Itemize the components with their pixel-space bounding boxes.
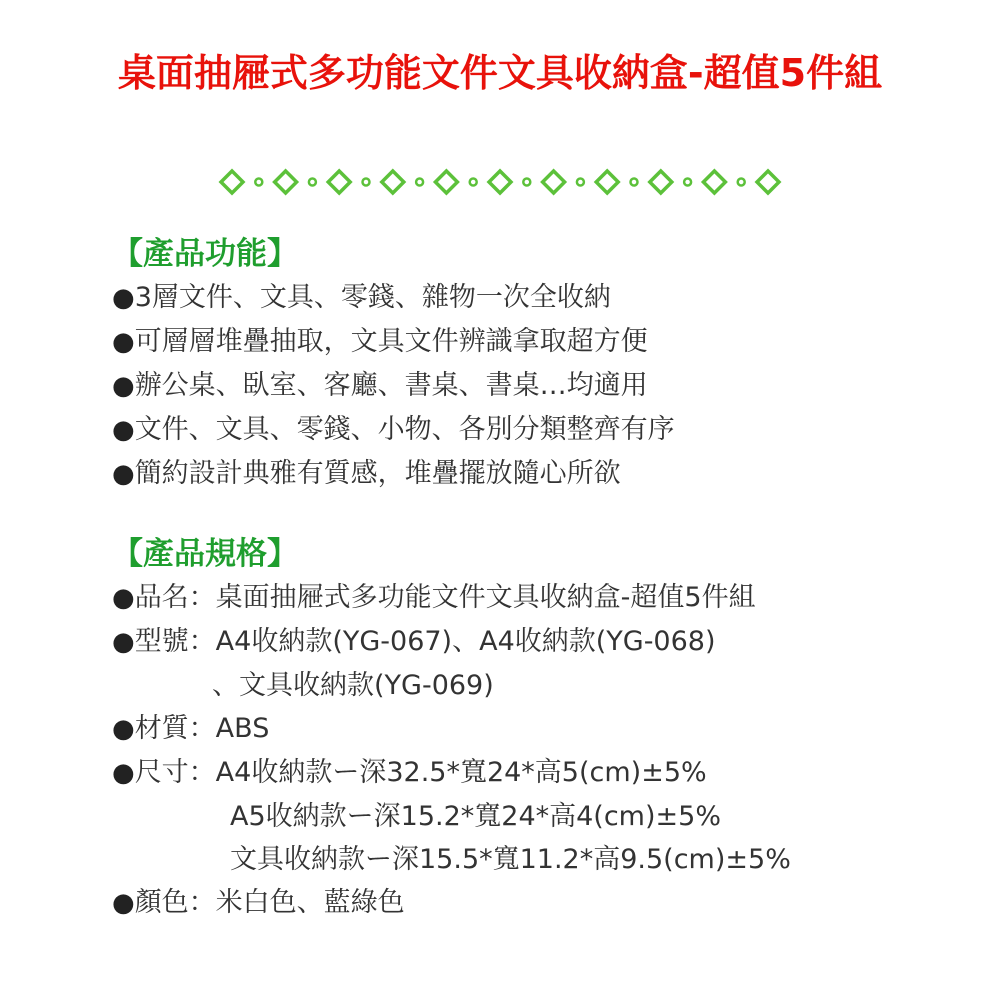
spec-model	[112, 620, 972, 664]
diamond-divider	[214, 165, 786, 199]
spec-size	[112, 751, 972, 795]
bullet-icon: ●	[112, 415, 135, 445]
specs-section	[112, 532, 972, 925]
diamond-icon	[596, 171, 618, 193]
bullet-icon: ●	[112, 327, 135, 357]
dot-icon	[523, 179, 530, 186]
bullet-icon: ●	[112, 583, 135, 613]
diamond-icon	[382, 171, 404, 193]
spec-model-text: 型號：A4收納款(YG-067)、A4收納款(YG-068)	[134, 626, 716, 657]
diamond-icon	[435, 171, 457, 193]
bullet-icon: ●	[112, 371, 135, 401]
dot-icon	[577, 179, 584, 186]
bullet-icon: ●	[112, 888, 135, 918]
spec-name	[112, 576, 972, 620]
diamond-icon	[221, 171, 243, 193]
feature-text: 簡約設計典雅有質感，堆疊擺放隨心所欲	[134, 458, 621, 489]
spec-size-text: 尺寸：A4收納款ー深32.5*寬24*高5(cm)±5%	[134, 757, 707, 788]
diamond-icon	[757, 171, 779, 193]
spec-model-continued: 、文具收納款(YG-069)	[212, 670, 494, 701]
dot-icon	[470, 179, 477, 186]
spec-material-text: 材質：ABS	[134, 713, 270, 744]
spec-name-text: 品名：桌面抽屜式多功能文件文具收納盒-超值5件組	[134, 582, 756, 613]
feature-item	[112, 364, 972, 408]
dot-icon	[363, 179, 370, 186]
feature-item	[112, 452, 972, 496]
diamond-icon	[650, 171, 672, 193]
page-title: 桌面抽屜式多功能文件文具收納盒-超值5件組	[117, 51, 883, 95]
bullet-icon: ●	[112, 283, 135, 313]
diamond-icon	[489, 171, 511, 193]
feature-text: 文件、文具、零錢、小物、各別分類整齊有序	[134, 414, 675, 445]
bullet-icon: ●	[112, 758, 135, 788]
feature-item	[112, 276, 972, 320]
dot-icon	[631, 179, 638, 186]
diamond-icon	[328, 171, 350, 193]
spec-size-a5: A5收納款ー深15.2*寬24*高4(cm)±5%	[230, 801, 721, 832]
features-heading: 【產品功能】	[112, 236, 298, 272]
bullet-icon: ●	[112, 627, 135, 657]
specs-heading: 【產品規格】	[112, 536, 298, 572]
feature-item	[112, 408, 972, 452]
bullet-icon: ●	[112, 459, 135, 489]
feature-text: 3層文件、文具、零錢、雜物一次全收納	[134, 282, 611, 313]
dot-icon	[255, 179, 262, 186]
dot-icon	[738, 179, 745, 186]
feature-text: 可層層堆疊抽取，文具文件辨識拿取超方便	[134, 326, 648, 357]
spec-material	[112, 707, 972, 751]
features-section	[112, 232, 972, 496]
feature-text: 辦公桌、臥室、客廳、書桌、書桌…均適用	[134, 370, 648, 401]
bullet-icon: ●	[112, 714, 135, 744]
diamond-icon	[703, 171, 725, 193]
feature-item	[112, 320, 972, 364]
dot-icon	[684, 179, 691, 186]
dot-icon	[416, 179, 423, 186]
diamond-icon	[275, 171, 297, 193]
spec-color-text: 顏色：米白色、藍綠色	[134, 887, 405, 918]
spec-size-stationery: 文具收納款ー深15.5*寬11.2*高9.5(cm)±5%	[230, 844, 791, 875]
dot-icon	[309, 179, 316, 186]
diamond-icon	[543, 171, 565, 193]
spec-color	[112, 881, 972, 925]
